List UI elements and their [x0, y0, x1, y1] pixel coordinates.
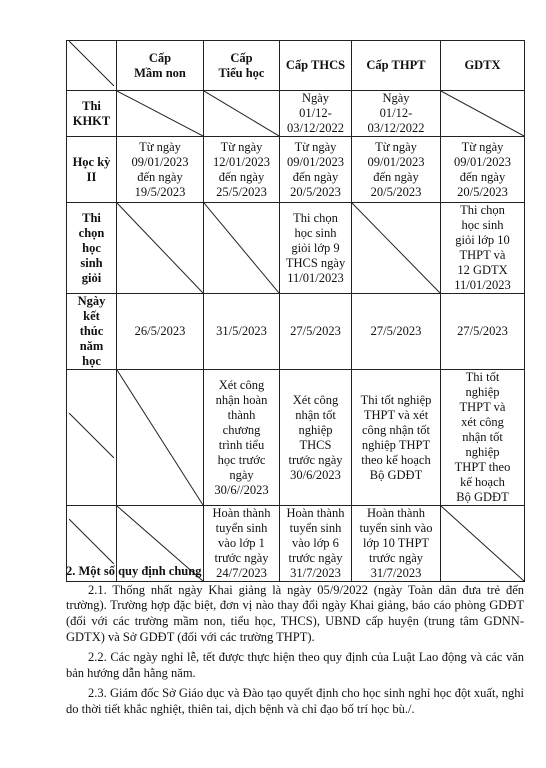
header-mam-non: Cấp Mầm non — [117, 41, 204, 91]
table-row — [67, 137, 525, 203]
table-cell: Ngày 01/12- 03/12/2022 — [352, 91, 441, 137]
row-label: Học kỳ II — [67, 137, 117, 203]
diagonal-line — [441, 91, 524, 136]
diagonal-line — [69, 413, 114, 458]
empty-cell — [441, 91, 525, 137]
diagonal-line — [204, 203, 279, 293]
section-heading: 2. Một số quy định chung — [66, 564, 202, 578]
header-thpt: Cấp THPT — [352, 41, 441, 91]
table-row — [67, 91, 525, 137]
table-cell: Thi tốt nghiệp THPT và xét công nhận tốt nghiệp THPT theo kế hoạch Bộ GDĐT — [441, 370, 525, 506]
school-calendar-table — [66, 40, 525, 582]
row-label: Thi chọn học sinh giỏi — [67, 203, 117, 294]
table-cell: Từ ngày 09/01/2023 đến ngày 20/5/2023 — [441, 137, 525, 203]
empty-cell — [352, 203, 441, 294]
table-row — [67, 203, 525, 294]
empty-cell — [117, 370, 204, 506]
corner-cell — [67, 41, 117, 91]
table-cell: Xét công nhận tốt nghiệp THCS trước ngày 30/6/2023 — [280, 370, 352, 506]
empty-cell — [204, 203, 280, 294]
table-row — [67, 370, 525, 506]
paragraph: 2.1. Thống nhất ngày Khai giảng là ngày 05/9/2022 (ngày Toàn dân đưa trẻ đến trường). Trường hợp đặc biệt, đơn vị nào thay đổi ngày Khai giảng, báo cáo phòng GDĐT (đối với các trường mầm non, tiểu học, THCS), UBND cấp huyện (trung tâm GDNN-GDTX) và Sở GDĐT (đối với các trường THPT). — [66, 582, 524, 644]
header-gdtx: GDTX — [441, 41, 525, 91]
table-cell: Hoàn thành tuyển sinh vào lớp 6 trước ngày 31/7/2023 — [280, 506, 352, 582]
table-cell: 31/5/2023 — [204, 294, 280, 370]
table-row — [67, 294, 525, 370]
header-tieu-hoc: Cấp Tiểu học — [204, 41, 280, 91]
table-cell: 26/5/2023 — [117, 294, 204, 370]
table-cell: 27/5/2023 — [280, 294, 352, 370]
diagonal-line — [352, 203, 440, 293]
table-cell: Hoàn thành tuyển sinh vào lớp 10 THPT trước ngày 31/7/2023 — [352, 506, 441, 582]
row-label: Ngày kết thúc năm học — [67, 294, 117, 370]
empty-cell — [117, 203, 204, 294]
table-cell: Ngày 01/12- 03/12/2022 — [280, 91, 352, 137]
table-cell: 27/5/2023 — [352, 294, 441, 370]
table-cell: Từ ngày 09/01/2023 đến ngày 20/5/2023 — [280, 137, 352, 203]
table-cell: Xét công nhận hoàn thành chương trình tiểu học trước ngày 30/6//2023 — [204, 370, 280, 506]
general-regulations-section — [66, 564, 524, 723]
table-cell: Từ ngày 09/01/2023 đến ngày 20/5/2023 — [352, 137, 441, 203]
row-label: Thi KHKT — [67, 91, 117, 137]
diagonal-line — [117, 91, 203, 136]
table-header-row — [67, 41, 525, 91]
paragraph: 2.3. Giám đốc Sở Giáo dục và Đào tạo quyết định cho học sinh nghỉ học đột xuất, nghỉ do thời tiết khắc nghiệt, thiên tai, dịch bệnh và chỉ đạo bố trí học bù./. — [66, 686, 524, 716]
table-cell: Thi chọn học sinh giỏi lớp 10 THPT và 12 GDTX 11/01/2023 — [441, 203, 525, 294]
diagonal-line — [69, 41, 114, 86]
table-cell: 27/5/2023 — [441, 294, 525, 370]
paragraph: 2.2. Các ngày nghỉ lễ, tết được thực hiện theo quy định của Luật Lao động và các văn bản hướng dẫn hằng năm. — [66, 650, 524, 680]
diagonal-line — [117, 203, 203, 293]
empty-cell — [204, 91, 280, 137]
table-cell: Từ ngày 09/01/2023 đến ngày 19/5/2023 — [117, 137, 204, 203]
diagonal-line — [69, 519, 114, 564]
table-cell: Thi tốt nghiệp THPT và xét công nhận tốt nghiệp THPT theo kế hoạch Bộ GDĐT — [352, 370, 441, 506]
empty-cell — [117, 91, 204, 137]
diagonal-line — [117, 370, 203, 505]
header-thcs: Cấp THCS — [280, 41, 352, 91]
empty-cell — [67, 370, 117, 506]
diagonal-line — [204, 91, 279, 136]
table-cell: Hoàn thành tuyển sinh vào lớp 1 trước ngày 24/7/2023 — [204, 506, 280, 582]
table-cell: Thi chọn học sinh giỏi lớp 9 THCS ngày 11/01/2023 — [280, 203, 352, 294]
table-cell: Từ ngày 12/01/2023 đến ngày 25/5/2023 — [204, 137, 280, 203]
